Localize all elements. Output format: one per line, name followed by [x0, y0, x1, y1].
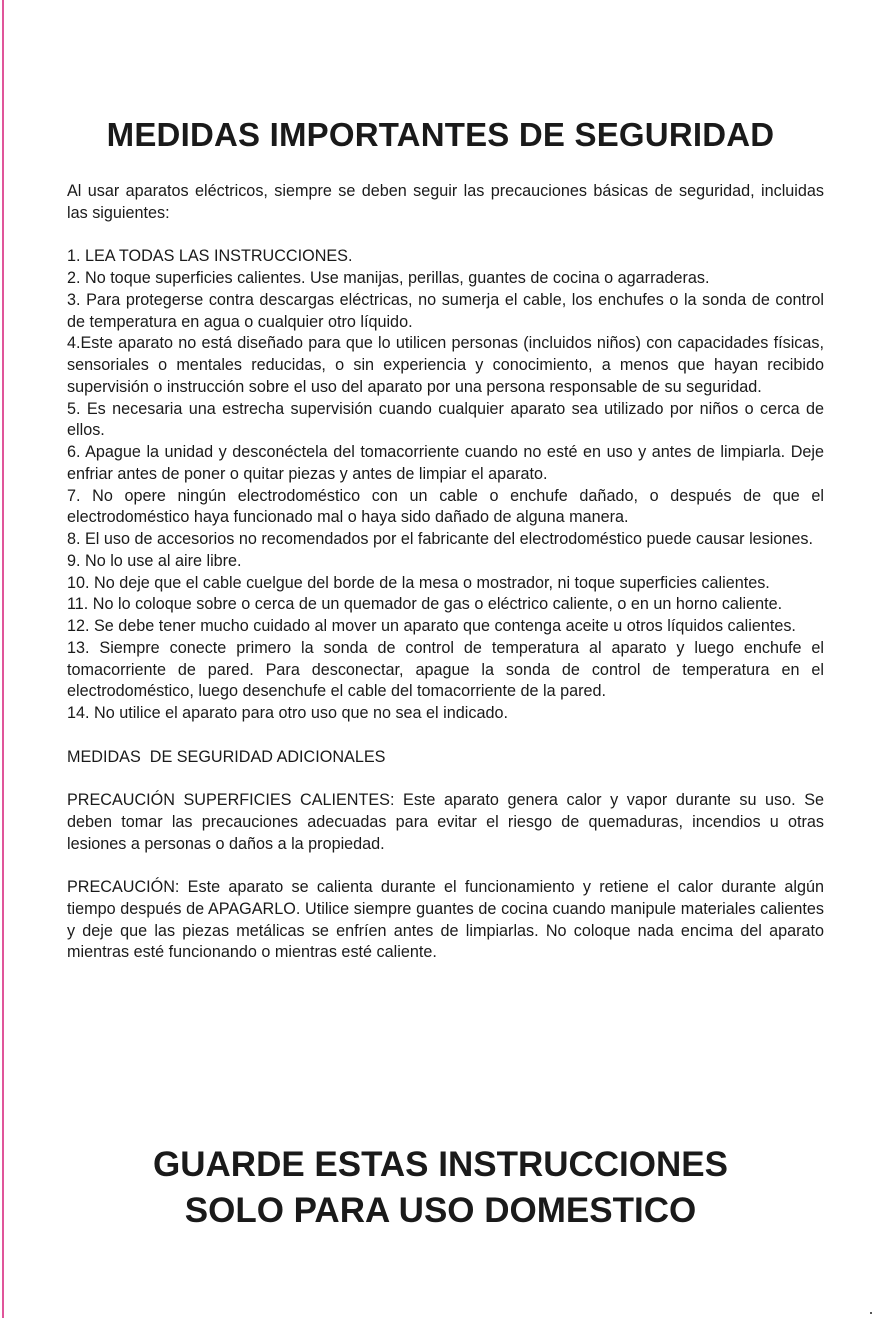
list-item: 13. Siempre conecte primero la sonda de control de temperatura al aparato y luego enchufe el tomacorriente de pared. Para desconectar, apague la sonda de control de temperatura en el electrodoméstico, luego desenchufe el cable del tomacorriente de la pared. — [67, 638, 824, 701]
list-item: 4.Este aparato no está diseñado para que lo utilicen personas (incluidos niños) con capacidades físicas, sensoriales o mentales reducidas, o sin experiencia y conocimiento, a menos que hayan recibido supervisión o instrucción sobre el uso del aparato por una persona responsable de su seguridad. — [67, 334, 824, 396]
list-item: 14. No utilice el aparato para otro uso que no sea el indicado. — [67, 704, 508, 722]
intro-paragraph: Al usar aparatos eléctricos, siempre se deben seguir las precauciones básicas de seguridad, incluidas las siguientes: — [67, 182, 824, 222]
additional-heading: MEDIDAS DE SEGURIDAD ADICIONALES — [67, 747, 386, 766]
safety-content — [67, 181, 824, 964]
list-item: 5. Es necesaria una estrecha supervisión cuando cualquier aparato sea utilizado por niños o cerca de ellos. — [67, 399, 824, 440]
list-item: 10. No deje que el cable cuelgue del borde de la mesa o mostrador, ni toque superficies calientes. — [67, 573, 770, 592]
spacer — [67, 768, 824, 790]
caution-general: PRECAUCIÓN: Este aparato se calienta durante el funcionamiento y retiene el calor durante algún tiempo después de APAGARLO. Utilice siempre guantes de cocina cuando manipule materiales calientes y deje que las piezas metálicas se enfríen antes de limpiarlas. No coloque nada encima del aparato mientras esté funcionando o mientras esté caliente. — [67, 878, 824, 962]
spacer — [67, 225, 824, 247]
caution-hot-surfaces: PRECAUCIÓN SUPERFICIES CALIENTES: Este aparato genera calor y vapor durante su uso. Se deben tomar las precauciones adecuadas para evitar el riesgo de quemaduras, incendios u otras lesiones a personas o daños a la propiedad. — [67, 791, 824, 853]
spacer — [67, 725, 824, 747]
list-item: 8. El uso de accesorios no recomendados por el fabricante del electrodoméstico puede causar lesiones. — [67, 530, 813, 548]
list-item: 1. LEA TODAS LAS INSTRUCCIONES. — [67, 247, 353, 266]
instruction-list — [67, 246, 824, 725]
page-title: MEDIDAS IMPORTANTES DE SEGURIDAD — [106, 116, 775, 153]
page-edge-line — [2, 0, 4, 1318]
spacer — [67, 855, 824, 877]
list-item: 2. No toque superficies calientes. Use manijas, perillas, guantes de cocina o agarraderas. — [67, 269, 710, 287]
list-item: 11. No lo coloque sobre o cerca de un quemador de gas o eléctrico caliente, o en un horno caliente. — [67, 595, 783, 614]
footer-notice — [0, 1142, 881, 1234]
list-item: 9. No lo use al aire libre. — [67, 551, 242, 570]
list-item: 12. Se debe tener mucho cuidado al mover un aparato que contenga aceite u otros líquidos calientes. — [67, 617, 796, 635]
list-item: 6. Apague la unidad y desconéctela del tomacorriente cuando no esté en uso y antes de limpiarla. Deje enfriar antes de poner o quitar piezas y antes de limpiar el aparato. — [67, 443, 824, 483]
list-item: 3. Para protegerse contra descargas eléctricas, no sumerja el cable, los enchufes o la sonda de control de temperatura en agua o cualquier otro líquido. — [67, 290, 824, 331]
footer-line-save-instructions: GUARDE ESTAS INSTRUCCIONES — [153, 1145, 728, 1184]
footer-line-household-use: SOLO PARA USO DOMESTICO — [184, 1191, 697, 1230]
page-mark — [870, 1312, 872, 1314]
list-item: 7. No opere ningún electrodoméstico con un cable o enchufe dañado, o después de que el electrodoméstico haya funcionado mal o haya sido dañado de alguna manera. — [67, 486, 824, 527]
